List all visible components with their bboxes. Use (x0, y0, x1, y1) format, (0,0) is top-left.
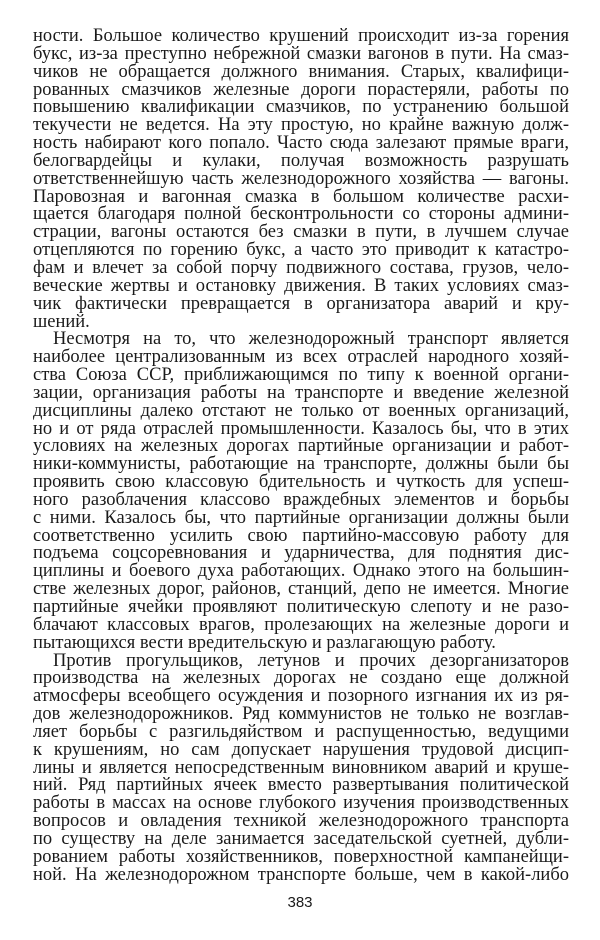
text-line: ность набирают кого попало. Часто сюда залезают прямые враги, (33, 133, 569, 154)
text-line: соответственно усилить свою партийно-массовую работу для (33, 525, 569, 546)
text-line: работы в массах на основе глубокого изучения производственных (33, 793, 569, 814)
text-line: производства на железных дорогах не создано еще должной (33, 668, 569, 689)
text-line: повышению квалификации смазчиков, по устранению большой (33, 97, 569, 118)
text-line: лины и является непосредственным виновником аварий и круше- (33, 757, 569, 778)
text-line: дисциплины далеко отстают не только от военных организаций, (33, 400, 569, 421)
text-line: Несмотря на то, что железнодорожный транспорт является (53, 329, 569, 350)
text-line: веческие жертвы и остановку движения. В таких условиях смаз- (33, 275, 569, 296)
text-line: страции, вагоны остаются без смазки в пути, в лучшем случае (33, 222, 569, 243)
text-line: ники-коммунисты, работающие на транспорте, должны были бы (33, 454, 569, 475)
text-line: подъема соцсоревнования и ударничества, для поднятия дис- (33, 543, 569, 564)
text-line: щается благодаря полной бесконтрольности со стороны админи- (33, 204, 569, 225)
text-line: ляет борьбы с разгильдяйством и распущенностью, ведущими (33, 721, 569, 742)
paragraph (33, 28, 569, 331)
text-line: дов железнодорожников. Ряд коммунистов не только не возглав- (33, 704, 569, 725)
text-line: текучести не ведется. На эту простую, но крайне важную долж- (33, 115, 569, 136)
text-line: рованных смазчиков железные дороги порастеряли, работы по (33, 79, 569, 100)
text-line: ного разоблачения классово враждебных элементов и борьбы (33, 489, 569, 510)
paragraph (33, 331, 569, 652)
text-line: белогвардейцы и кулаки, получая возможность разрушать (33, 150, 569, 171)
paragraph (33, 650, 569, 885)
text-line: условиях на железных дорогах партийные организации и работ- (33, 436, 569, 457)
page-body (33, 28, 569, 885)
text-line: к крушениям, но сам допускает нарушения трудовой дисцип- (33, 739, 569, 760)
text-line: ства Союза ССР, приближающимся по типу к военной органи- (33, 365, 569, 386)
text-line: ний. Ряд партийных ячеек вместо развертывания политической (33, 775, 569, 796)
text-line: наиболее централизованным из всех отраслей народного хозяй- (33, 347, 569, 368)
text-line: атмосферы всеобщего осуждения и позорного изгнания их из ря- (33, 686, 569, 707)
text-line: проявить свою классовую бдительность и чуткость для успеш- (33, 472, 569, 493)
text-line: пытающихся вести вредительскую и разлагающую работу. (33, 632, 496, 653)
text-line: шений. (33, 311, 90, 332)
text-line: букс, из-за преступно небрежной смазки вагонов в пути. На смаз- (33, 43, 569, 64)
text-line: зации, организация работы на транспорте и введение железной (33, 382, 569, 403)
text-line: рованием работы хозяйственников, поверхностной кампанейщи- (33, 846, 569, 867)
text-line: чик фактически превращается в организатора аварий и кру- (33, 293, 569, 314)
text-line: стве железных дорог, районов, станций, депо не имеется. Многие (33, 579, 569, 600)
text-line: фам и влечет за собой порчу подвижного состава, грузов, чело- (33, 257, 569, 278)
text-line: Паровозная и вагонная смазка в большом количестве расхи- (33, 186, 569, 207)
text-line: партийные ячейки проявляют политическую слепоту и не разо- (33, 597, 569, 617)
text-line: но и от ряда отраслей промышленности. Казалось бы, что в этих (33, 418, 569, 439)
text-line: ной. На железнодорожном транспорте больше, чем в какой-либо (33, 864, 569, 885)
text-line: отцепляются по горению букс, а часто это приводит к катастро- (33, 240, 569, 261)
text-line: Против прогульщиков, летунов и прочих дезорганизаторов (53, 650, 569, 671)
text-line: по существу на деле занимается заседательской суетней, дубли- (33, 828, 569, 849)
text-line: вопросов и овладения техникой железнодорожного транспорта (33, 811, 569, 832)
page-number: 383 (287, 894, 313, 911)
text-line: блачают классовых врагов, пролезающих на железные дороги и (33, 614, 569, 635)
text-line: ответственнейшую часть железнодорожного хозяйства — вагоны. (33, 168, 569, 189)
text-line: циплины и боевого духа работающих. Однако этого на большин- (33, 561, 569, 582)
text-line: чиков не обращается должного внимания. Старых, квалифици- (33, 61, 569, 82)
text-line: ности. Большое количество крушений происходит из-за горения (33, 26, 569, 46)
text-line: с ними. Казалось бы, что партийные организации должны были (33, 507, 569, 528)
